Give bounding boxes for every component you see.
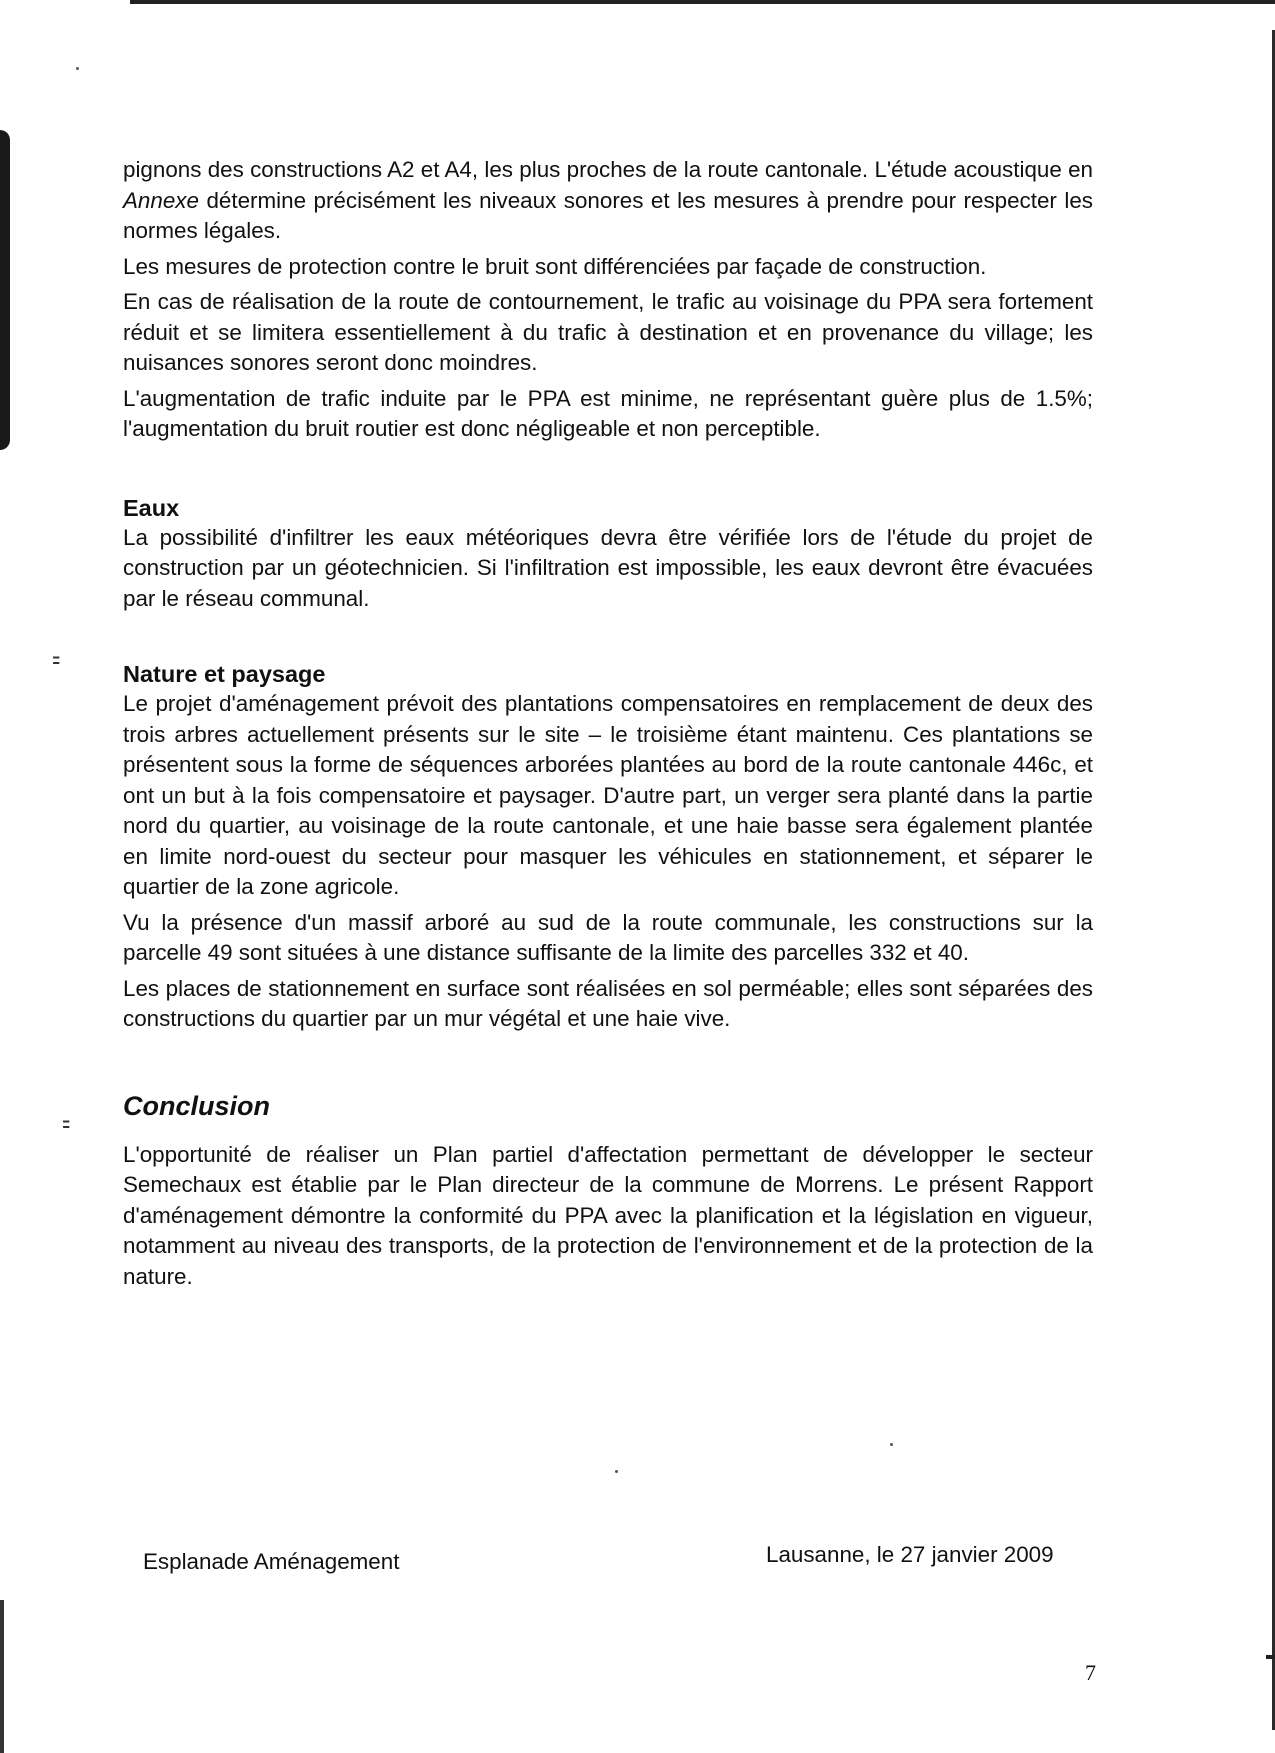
signature-author: Esplanade Aménagement	[143, 1549, 400, 1574]
scan-edge-mark	[1266, 1655, 1275, 1659]
eaux-paragraph-1: La possibilité d'infiltrer les eaux météoriques devra être vérifiée lors de l'étude du projet de construction par un géotechnicien. Si l'infiltration est impossible, les eaux devront être évacuées par le réseau communal.	[123, 524, 1093, 611]
text-run: détermine précisément les niveaux sonores et les mesures à prendre pour respecter les normes légales.	[123, 187, 1093, 243]
intro-paragraph-2: Les mesures de protection contre le bruit sont différenciées par façade de construction.	[123, 253, 987, 279]
nature-paragraph-2: Vu la présence d'un massif arboré au sud de la route communale, les constructions sur la parcelle 49 sont situées à une distance suffisante de la limite des parcelles 332 et 40.	[123, 909, 1093, 965]
document-body	[123, 155, 1093, 1297]
scan-speck	[890, 1443, 893, 1446]
scan-speck	[76, 67, 79, 70]
annex-reference: Annexe	[123, 187, 199, 213]
intro-paragraph-3: En cas de réalisation de la route de contournement, le trafic au voisinage du PPA sera fortement réduit et se limitera essentiellement à du trafic à destination et en provenance du village; les nuisances sonores seront donc moindres.	[123, 289, 1093, 375]
conclusion-paragraph: L'opportunité de réaliser un Plan partiel d'affectation permettant de développer le secteur Semechaux est établie par le Plan directeur de la commune de Morrens. Le présent Rapport d'aménagement démontre la conformité du PPA avec la planification et la législation en vigueur, notamment au niveau des transports, de la protection de l'environnement et de la protection de la nature.	[123, 1141, 1093, 1289]
nature-paragraph-1: Le projet d'aménagement prévoit des plantations compensatoires en remplacement de deux des trois arbres actuellement présents sur le site – le troisième étant maintenu. Ces plantations se présentent sous la forme de séquences arborées plantées au bord de la route cantonale 446c, et ont un but à la fois compensatoire et paysager. D'autre part, un verger sera planté dans la partie nord du quartier, au voisinage de la route cantonale, et une haie basse sera également plantée en limite nord-ouest du secteur pour masquer les véhicules en stationnement, et séparer le quartier de la zone agricole.	[123, 691, 1093, 899]
page-number: 7	[1085, 1660, 1096, 1685]
intro-paragraph-1	[123, 155, 1093, 247]
scan-edge-left	[0, 130, 10, 450]
section-heading-nature: Nature et paysage	[123, 661, 326, 687]
binder-hole-icon: ⹀	[62, 1110, 71, 1140]
text-run: pignons des constructions A2 et A4, les plus proches de la route cantonale. L'étude acoustique en	[123, 157, 1093, 182]
section-heading-eaux: Eaux	[123, 494, 180, 521]
scan-edge-top	[130, 0, 1275, 4]
signature-place-date: Lausanne, le 27 janvier 2009	[766, 1542, 1054, 1567]
scan-speck	[615, 1470, 618, 1473]
intro-paragraph-4: L'augmentation de trafic induite par le PPA est minime, ne représentant guère plus de 1.5%; l'augmentation du bruit routier est donc négligeable et non perceptible.	[123, 385, 1093, 441]
binder-hole-icon: ⹀	[52, 646, 61, 676]
nature-paragraph-3: Les places de stationnement en surface sont réalisées en sol perméable; elles sont séparées des constructions du quartier par un mur végétal et une haie vive.	[123, 975, 1093, 1031]
section-heading-conclusion: Conclusion	[123, 1090, 270, 1121]
scan-edge-bottom-left	[0, 1600, 4, 1753]
